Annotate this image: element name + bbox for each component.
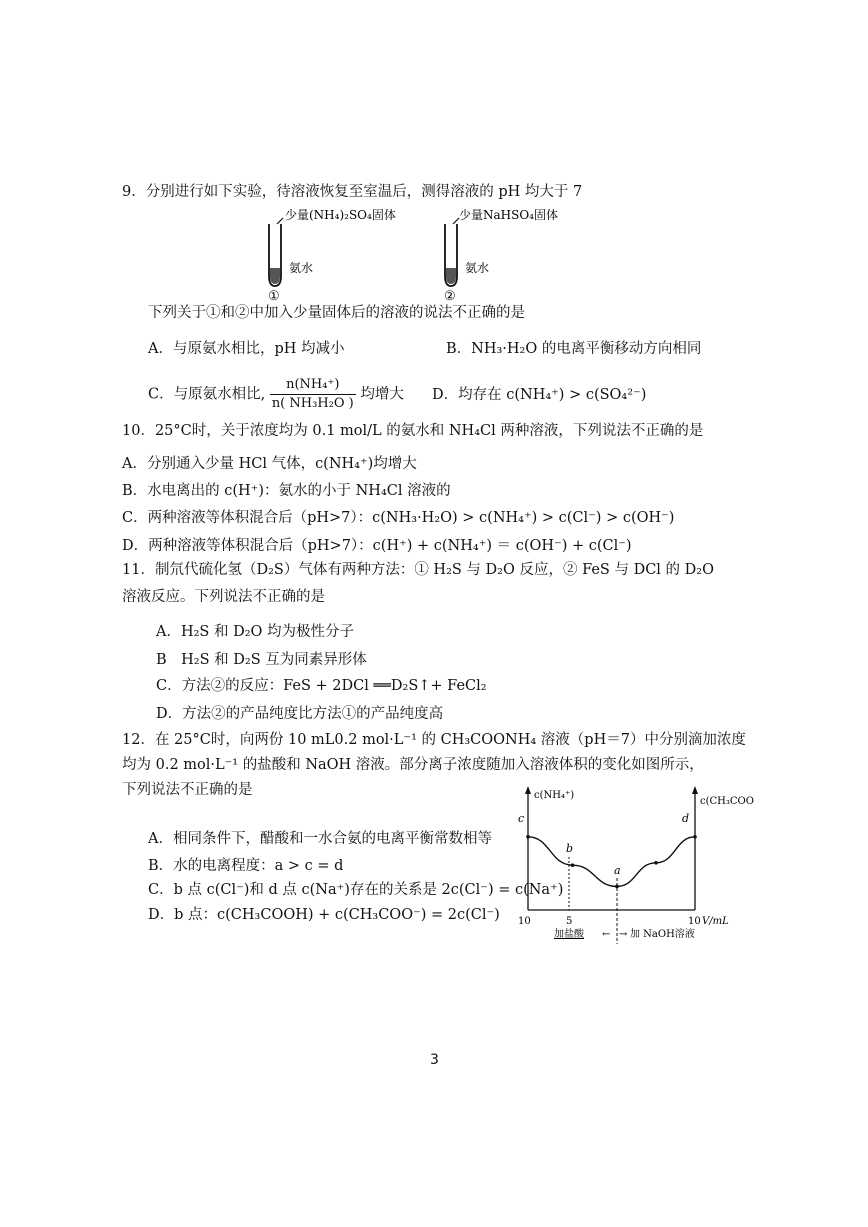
q12-option-a: A．相同条件下，醋酸和一水合氨的电离平衡常数相等	[148, 831, 492, 847]
tube2-liquid: 氨水	[465, 261, 490, 275]
q9-option-b: B．NH₃·H₂O 的电离平衡移动方向相同	[446, 341, 702, 357]
q9-option-a: A．与原氨水相比，pH 均减小	[148, 341, 345, 357]
q9-option-c-suffix: 均增大	[360, 386, 404, 403]
q12-stem-line3: 下列说法不正确的是	[122, 782, 253, 798]
curve-nh4-point-1	[571, 863, 575, 867]
tube1-liquid: 氨水	[289, 261, 314, 275]
point-b-label: b	[566, 842, 574, 855]
q10-option-c: C．两种溶液等体积混合后（pH>7）：c(NH₃·H₂O) > c(NH₄⁺) > c(Cl⁻) > c(OH⁻)	[122, 510, 675, 526]
q10-stem: 10．25°C时，关于浓度均为 0.1 mol/L 的氨水和 NH₄Cl 两种溶液，下列说法不正确的是	[122, 423, 704, 439]
x-axis-label: V/mL	[702, 916, 729, 927]
curve-nh4-point-0	[526, 835, 530, 839]
curve-ch3coo-point-1	[654, 861, 658, 865]
curve-ch3coo-point-2	[693, 835, 697, 839]
curve-ch3coo-point-0	[615, 885, 619, 889]
left-axis-arrow	[525, 786, 531, 794]
arrow-right: →	[619, 929, 628, 940]
page-number: 3	[430, 1052, 439, 1068]
q9-option-c-prefix: C．与原氨水相比,	[148, 386, 266, 403]
q12-option-b: B．水的电离程度：a > c = d	[148, 858, 344, 874]
q10-option-b: B．水电离出的 c(H⁺)：氨水的小于 NH₄Cl 溶液的	[122, 483, 451, 499]
test-tube-2	[444, 207, 558, 304]
q12-stem-line1: 12．在 25°C时，向两份 10 mL0.2 mol·L⁻¹ 的 CH₃COONH₄ 溶液（pH＝7）中分别滴加浓度	[122, 732, 746, 748]
q11-option-d: D．方法②的产品纯度比方法①的产品纯度高	[156, 706, 444, 722]
tube2-reagent: 少量NaHSO₄固体	[459, 208, 558, 222]
test-tube-1	[268, 207, 396, 304]
q9-option-c-fraction	[270, 376, 356, 413]
q9-question: 下列关于①和②中加入少量固体后的溶液的说法不正确的是	[148, 305, 525, 321]
q11-option-b: B H₂S 和 D₂S 互为同素异形体	[156, 652, 367, 668]
q12-stem-line2: 均为 0.2 mol·L⁻¹ 的盐酸和 NaOH 溶液。部分离子浓度随加入溶液体积的变化如图所示，	[122, 757, 704, 773]
q11-option-c: C．方法②的反应：FeS + 2DCl ══D₂S↑+ FeCl₂	[156, 678, 487, 694]
fraction-denominator: n( NH₃H₂O )	[271, 396, 354, 411]
q9-option-d: D．均存在 c(NH₄⁺) > c(SO₄²⁻)	[432, 387, 647, 403]
q10-option-d: D．两种溶液等体积混合后（pH>7）：c(H⁺) + c(NH₄⁺) ＝ c(OH⁻) + c(Cl⁻)	[122, 538, 632, 554]
test-tube-figure	[255, 206, 558, 304]
q9-stem: 9．分别进行如下实验，待溶液恢复至室温后，测得溶液的 pH 均大于 7	[122, 184, 583, 200]
q11-stem-line2: 溶液反应。下列说法不正确的是	[122, 589, 325, 605]
q10-option-a: A．分别通入少量 HCl 气体，c(NH₄⁺)均增大	[122, 456, 417, 472]
tick-right: 10	[688, 916, 701, 927]
q11-stem-line1: 11．制氘代硫化氢（D₂S）气体有两种方法：① H₂S 与 D₂O 反应，② FeS 与 DCl 的 D₂O	[122, 562, 714, 578]
point-d-label: d	[682, 812, 690, 825]
point-a-label: a	[614, 864, 621, 877]
q11-option-a: A．H₂S 和 D₂O 均为极性分子	[156, 624, 355, 640]
q12-option-c: C．b 点 c(Cl⁻)和 d 点 c(Na⁺)存在的关系是 2c(Cl⁻) = c(Na⁺)	[148, 882, 564, 898]
q9-option-c	[148, 376, 404, 413]
tube1-number: ①	[268, 289, 280, 304]
tick-left: 10	[518, 916, 531, 927]
ion-concentration-chart	[510, 782, 760, 952]
fraction-numerator: n(NH₄⁺)	[270, 376, 356, 395]
right-note: 加 NaOH溶液	[630, 929, 695, 940]
tick-mid: 5	[566, 916, 573, 927]
arrow-left: ←	[602, 929, 611, 940]
point-c-label: c	[518, 812, 525, 825]
y-right-label: c(CH₃COO	[700, 796, 754, 807]
tube2-number: ②	[444, 289, 456, 304]
right-axis-arrow	[692, 786, 698, 794]
y-left-label: c(NH₄⁺)	[534, 790, 575, 801]
left-note: 加盐酸	[554, 929, 584, 940]
q12-option-d: D．b 点：c(CH₃COOH) + c(CH₃COO⁻) = 2c(Cl⁻)	[148, 907, 500, 923]
tube1-reagent: 少量(NH₄)₂SO₄固体	[285, 208, 396, 222]
